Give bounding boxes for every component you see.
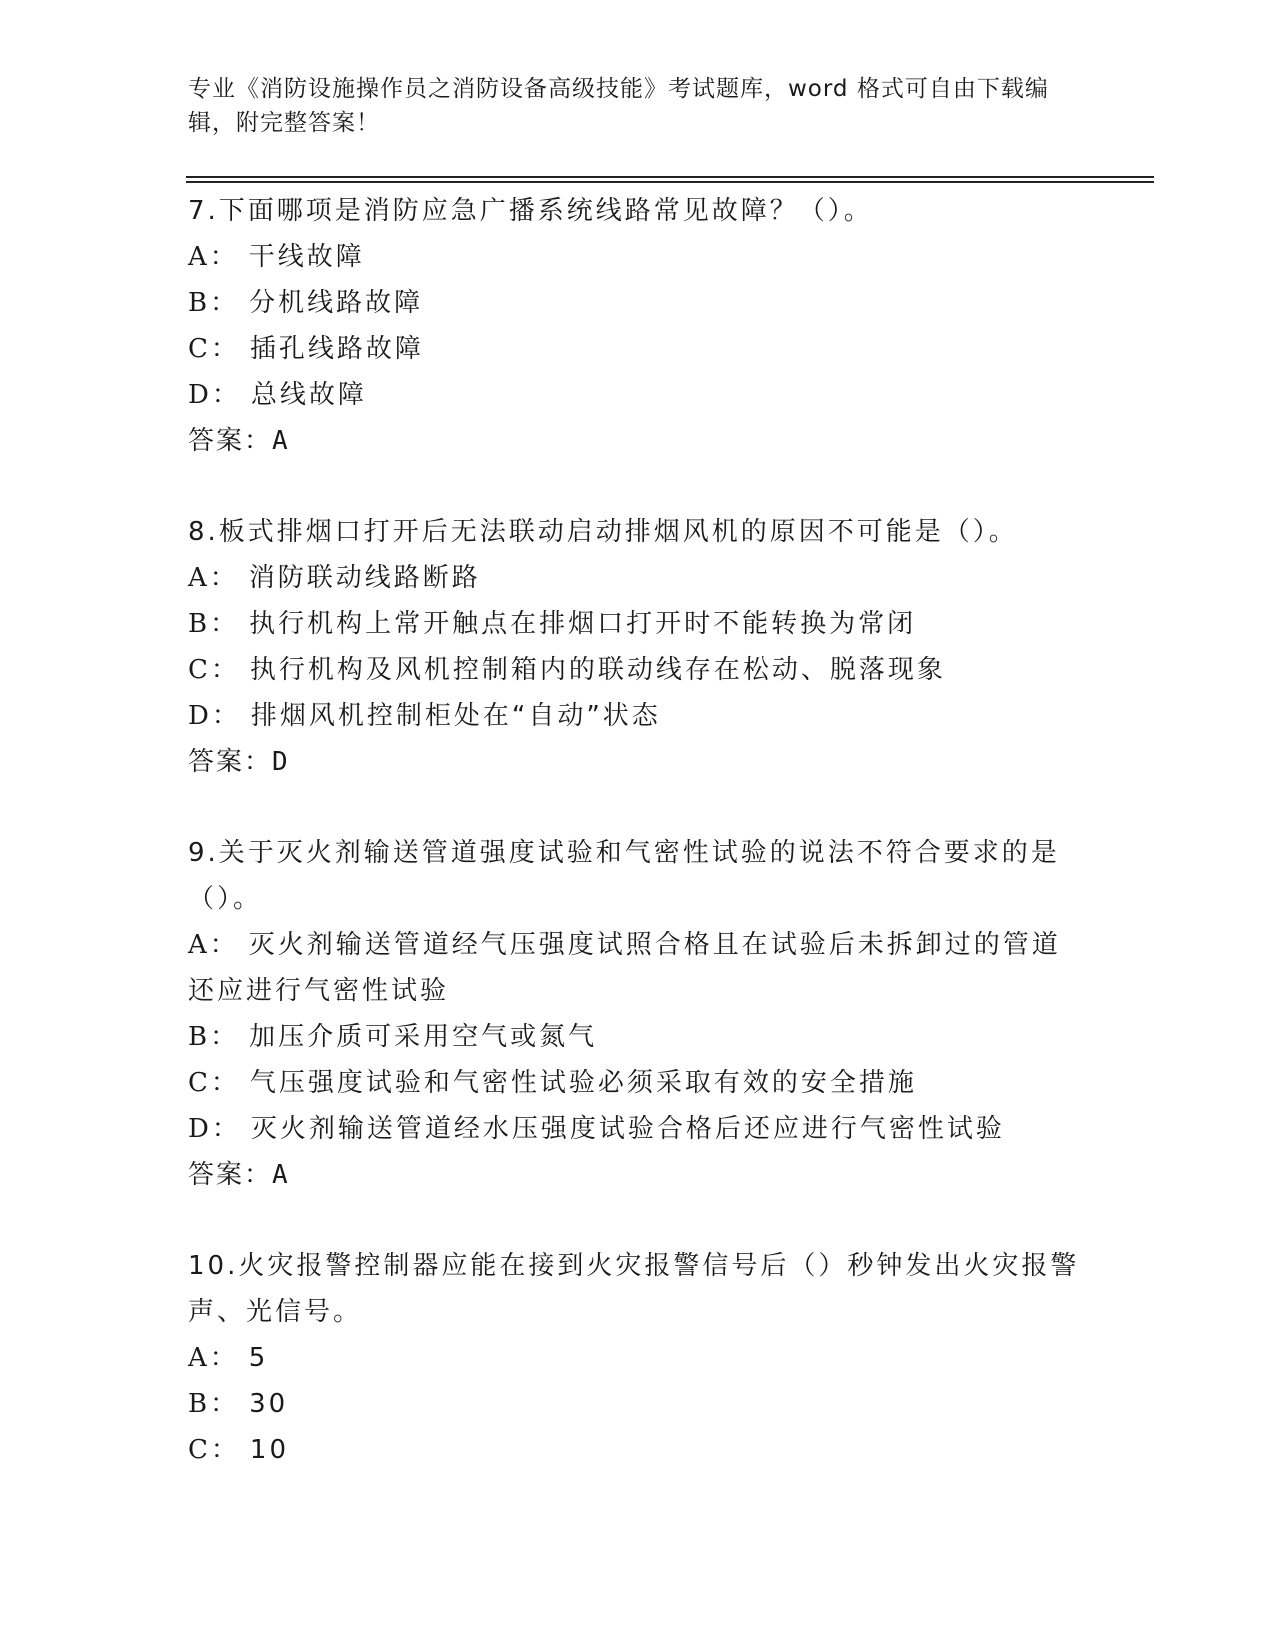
option-letter: A： [188, 930, 239, 960]
option-text: 5 [248, 1343, 269, 1373]
option-a [188, 922, 1088, 1014]
answer-line [188, 1152, 1088, 1198]
option-text: 加压介质可采用空气或氮气 [249, 1022, 598, 1052]
option-b [188, 601, 1088, 647]
document-header: 专业《消防设施操作员之消防设备高级技能》考试题库，word 格式可自由下载编辑，附完整答案！ [188, 76, 1049, 136]
option-letter: B： [188, 1022, 240, 1052]
option-text: 执行机构上常开触点在排烟口打开时不能转换为常闭 [249, 609, 917, 639]
option-letter: A： [188, 563, 239, 593]
option-letter: B： [188, 288, 240, 318]
option-letter: B： [188, 609, 240, 639]
option-d [188, 372, 1088, 418]
option-letter: D： [188, 1114, 241, 1144]
option-a [188, 234, 1088, 280]
option-c [188, 647, 1088, 693]
option-letter: C： [188, 334, 240, 364]
question-stem: 9.关于灭火剂输送管道强度试验和气密性试验的说法不符合要求的是（）。 [188, 838, 1060, 914]
question-10 [188, 1243, 1088, 1473]
option-text: 灭火剂输送管道经水压强度试验合格后还应进行气密性试验 [250, 1114, 1005, 1144]
option-text: 灭火剂输送管道经气压强度试照合格且在试验后未拆卸过的管道还应进行气密性试验 [188, 930, 1061, 1006]
question-stem: 7.下面哪项是消防应急广播系统线路常见故障？（）。 [188, 196, 873, 226]
option-text: 气压强度试验和气密性试验必须采取有效的安全措施 [249, 1068, 917, 1098]
option-d [188, 693, 1088, 739]
option-letter: A： [188, 242, 239, 272]
question-8 [188, 509, 1088, 785]
option-letter: C： [188, 1068, 240, 1098]
option-letter: A： [188, 1343, 239, 1373]
question-9 [188, 830, 1088, 1198]
option-text: 总线故障 [250, 380, 367, 410]
question-list [188, 188, 1088, 1518]
answer-label: 答案： [188, 1160, 273, 1190]
option-letter: D： [188, 380, 241, 410]
question-stem: 8.板式排烟口打开后无法联动启动排烟风机的原因不可能是（）。 [188, 517, 1018, 547]
option-letter: D： [188, 701, 241, 731]
answer-label: 答案： [188, 747, 273, 777]
answer-value: D [272, 747, 290, 777]
option-c [188, 1427, 1088, 1473]
answer-label: 答案： [188, 426, 273, 456]
question-stem: 10.火灾报警控制器应能在接到火灾报警信号后（）秒钟发出火灾报警声、光信号。 [188, 1251, 1080, 1327]
answer-line [188, 739, 1088, 785]
option-letter: B： [188, 1389, 240, 1419]
header-rule-bottom [186, 181, 1154, 183]
option-text: 干线故障 [248, 242, 365, 272]
option-b [188, 280, 1088, 326]
question-7 [188, 188, 1088, 464]
answer-line [188, 418, 1088, 464]
option-a [188, 1335, 1088, 1381]
option-text: 分机线路故障 [249, 288, 424, 318]
answer-value: A [272, 426, 290, 456]
answer-value: A [272, 1160, 290, 1190]
option-text: 消防联动线路断路 [248, 563, 481, 593]
option-a [188, 555, 1088, 601]
option-text: 排烟风机控制柜处在“自动”状态 [250, 701, 661, 731]
header-rule-top [186, 176, 1154, 178]
option-text: 30 [249, 1389, 289, 1419]
option-letter: C： [188, 1435, 240, 1465]
option-letter: C： [188, 655, 240, 685]
option-text: 插孔线路故障 [249, 334, 424, 364]
option-c [188, 1060, 1088, 1106]
option-text: 执行机构及风机控制箱内的联动线存在松动、脱落现象 [249, 655, 946, 685]
option-d [188, 1106, 1088, 1152]
option-b [188, 1014, 1088, 1060]
option-text: 10 [249, 1435, 289, 1465]
option-b [188, 1381, 1088, 1427]
option-c [188, 326, 1088, 372]
